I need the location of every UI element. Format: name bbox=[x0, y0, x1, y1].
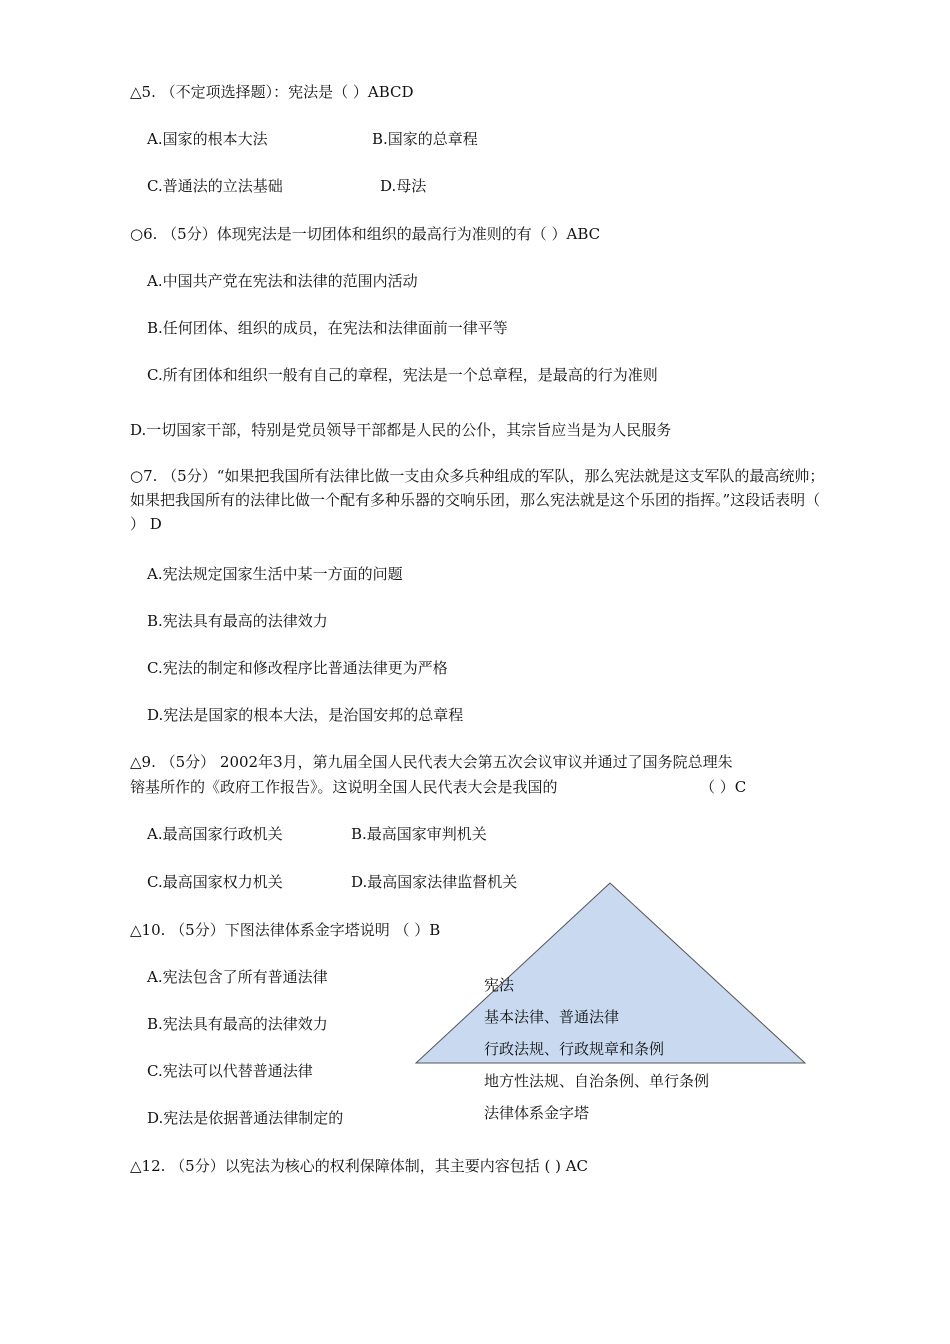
question-10-option-d: D.宪法是依据普通法律制定的 bbox=[147, 1109, 344, 1127]
pyramid-label-constitution: 宪法 bbox=[484, 976, 515, 994]
question-6-option-a: A.中国共产党在宪法和法律的范围内活动 bbox=[147, 272, 418, 290]
question-9-option-d: D.最高国家法律监督机关 bbox=[351, 873, 518, 891]
question-10-option-c: C.宪法可以代替普通法律 bbox=[147, 1062, 313, 1080]
question-6-option-b: B.任何团体、组织的成员，在宪法和法律面前一律平等 bbox=[147, 319, 508, 337]
question-10-stem: △10. （5分）下图法律体系金字塔说明 （ ）B bbox=[130, 921, 441, 939]
pyramid-caption: 法律体系金字塔 bbox=[484, 1104, 590, 1122]
question-7-option-d: D.宪法是国家的根本大法，是治国安邦的总章程 bbox=[147, 706, 464, 724]
question-5-option-d: D.母法 bbox=[380, 177, 427, 195]
question-10-option-b: B.宪法具有最高的法律效力 bbox=[147, 1015, 328, 1033]
question-7-option-b: B.宪法具有最高的法律效力 bbox=[147, 612, 328, 630]
pyramid-label-local: 地方性法规、自治条例、单行条例 bbox=[484, 1072, 710, 1090]
question-6-option-c: C.所有团体和组织一般有自己的章程，宪法是一个总章程，是最高的行为准则 bbox=[147, 366, 658, 384]
question-5-stem: △5. （不定项选择题）：宪法是（ ）ABCD bbox=[130, 83, 414, 101]
question-12-stem: △12. （5分）以宪法为核心的权利保障体制，其主要内容包括 ( ) AC bbox=[130, 1157, 589, 1175]
question-6-option-d: D.一切国家干部，特别是党员领导干部都是人民的公仆，其宗旨应当是为人民服务 bbox=[130, 421, 672, 439]
question-9-answer: （ ）C bbox=[700, 778, 747, 796]
question-5-option-c: C.普通法的立法基础 bbox=[147, 177, 283, 195]
question-7-option-c: C.宪法的制定和修改程序比普通法律更为严格 bbox=[147, 659, 448, 677]
question-7-option-a: A.宪法规定国家生活中某一方面的问题 bbox=[147, 565, 403, 583]
question-9-option-b: B.最高国家审判机关 bbox=[351, 825, 487, 843]
pyramid-label-administrative: 行政法规、行政规章和条例 bbox=[484, 1040, 665, 1058]
question-6-stem: ○6. （5分）体现宪法是一切团体和组织的最高行为准则的有（ ）ABC bbox=[130, 225, 601, 243]
question-5-option-a: A.国家的根本大法 bbox=[147, 130, 268, 148]
question-9-option-c: C.最高国家权力机关 bbox=[147, 873, 283, 891]
question-9-stem-line-1: △9. （5分） 2002年3月，第九届全国人民代表大会第五次会议审议并通过了国务院总理朱 bbox=[130, 753, 733, 771]
question-9-stem-line-2: 镕基所作的《政府工作报告》。这说明全国人民代表大会是我国的 bbox=[130, 778, 558, 796]
question-5-option-b: B.国家的总章程 bbox=[372, 130, 478, 148]
question-10-option-a: A.宪法包含了所有普通法律 bbox=[147, 968, 328, 986]
question-7-stem: ○7. （5分）“如果把我国所有法律比做一支由众多兵种组成的军队，那么宪法就是这支军队的最高统帅；如果把我国所有的法律比做一个配有多种乐器的交响乐团，那么宪法就是这个乐团的指挥。”这段话表明（ ） D bbox=[130, 467, 825, 533]
pyramid-triangle bbox=[416, 883, 805, 1063]
pyramid-label-basic-law: 基本法律、普通法律 bbox=[484, 1008, 620, 1026]
question-9-option-a: A.最高国家行政机关 bbox=[147, 825, 283, 843]
